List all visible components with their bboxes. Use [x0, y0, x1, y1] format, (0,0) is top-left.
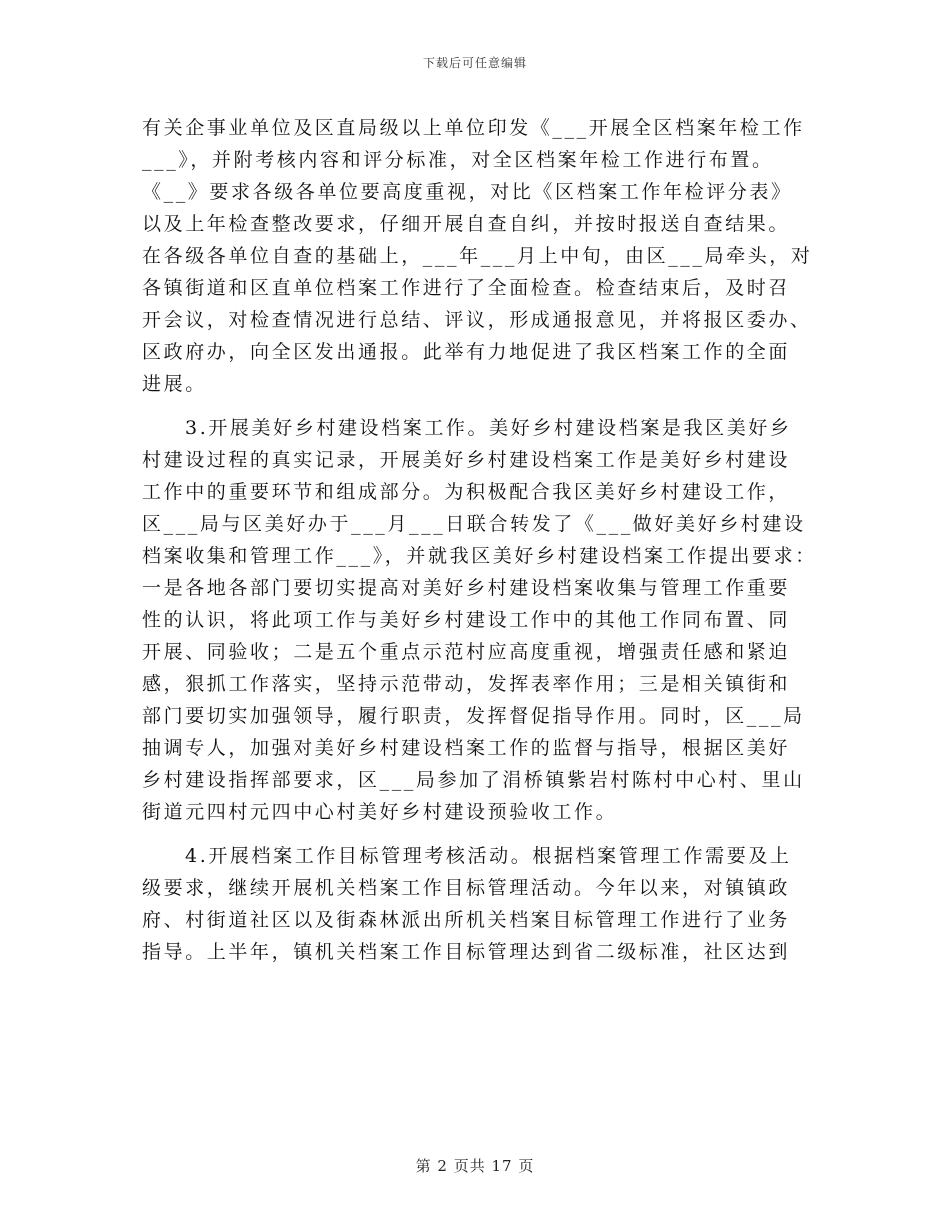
text-line: 村建设过程的真实记录，开展美好乡村建设档案工作是美好乡村建设 [142, 449, 791, 471]
text-line: ___》，并附考核内容和评分标准，对全区档案年检工作进行布置。 [142, 149, 774, 171]
text-line: 感，狠抓工作落实，坚持示范带动，发挥表率作用；三是相关镇街和 [142, 673, 791, 695]
text-line: 区政府办，向全区发出通报。此举有力地促进了我区档案工作的全面 [142, 341, 791, 363]
text-line: 档案收集和管理工作___》，并就我区美好乡村建设档案工作提出要求： [142, 545, 817, 567]
text-line: 《__》要求各级各单位要高度重视，对比《区档案工作年检评分表》 [142, 181, 793, 203]
text-line: 一是各地各部门要切实提高对美好乡村建设档案收集与管理工作重要 [142, 577, 791, 599]
text-line: 有关企事业单位及区直局级以上单位印发《___开展全区档案年检工作 [142, 117, 805, 139]
text-line: 开会议，对检查情况进行总结、评议，形成通报意见，并将报区委办、 [142, 309, 812, 331]
text-line: 性的认识，将此项工作与美好乡村建设工作中的其他工作同布置、同 [142, 609, 791, 631]
text-line: 工作中的重要环节和组成部分。为积极配合我区美好乡村建设工作， [142, 481, 791, 503]
paragraph-4-heading-line: 4.开展档案工作目标管理考核活动。根据档案管理工作需要及上 [185, 845, 792, 867]
page-number-footer: 第 2 页共 17 页 [415, 1157, 535, 1175]
text-line: 开展、同验收；二是五个重点示范村应高度重视，增强责任感和紧迫 [142, 641, 791, 663]
document-body [142, 112, 817, 968]
text-line: 在各级各单位自查的基础上，___年___月上中旬，由区___局牵头，对 [142, 245, 813, 267]
text-line: 府、村街道社区以及街森林派出所机关档案目标管理工作进行了业务 [142, 909, 791, 931]
text-line: 街道元四村元四中心村美好乡村建设预验收工作。 [142, 801, 618, 823]
text-line: 指导。上半年，镇机关档案工作目标管理达到省二级标准，社区达到 [142, 941, 791, 963]
text-line: 级要求，继续开展机关档案工作目标管理活动。今年以来，对镇镇政 [142, 877, 791, 899]
page-header: 下载后可任意编辑 [422, 56, 527, 70]
text-line: 区___局与区美好办于___月___日联合转发了《___做好美好乡村建设 [142, 513, 806, 535]
text-line: 各镇街道和区直单位档案工作进行了全面检查。检查结束后，及时召 [142, 277, 791, 299]
text-line: 以及上年检查整改要求，仔细开展自查自纠，并按时报送自查结果。 [142, 213, 791, 235]
paragraph-3-heading-line: 3.开展美好乡村建设档案工作。美好乡村建设档案是我区美好乡 [185, 417, 792, 439]
text-line: 乡村建设指挥部要求，区___局参加了涓桥镇紫岩村陈村中心村、里山 [142, 769, 805, 791]
text-line: 进展。 [142, 373, 207, 395]
text-line: 部门要切实加强领导，履行职责，发挥督促指导作用。同时，区___局 [142, 705, 805, 727]
text-line: 抽调专人，加强对美好乡村建设档案工作的监督与指导，根据区美好 [142, 737, 791, 759]
